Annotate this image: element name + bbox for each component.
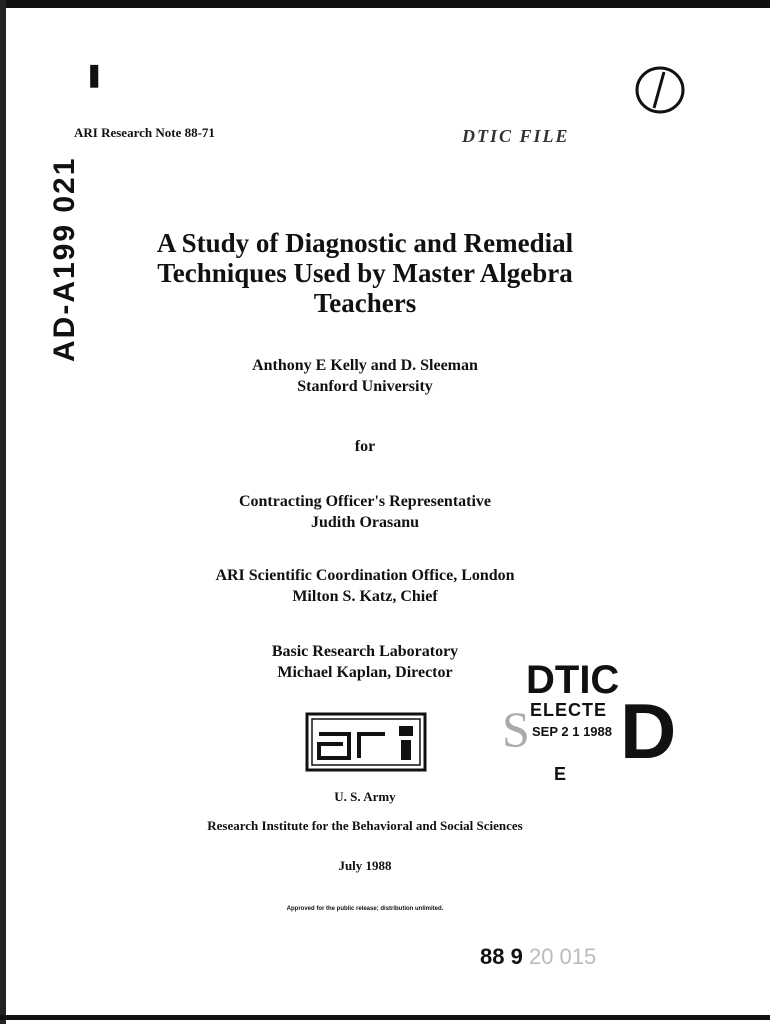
scan-border-left bbox=[0, 0, 6, 1024]
electe-date: SEP 2 1 1988 bbox=[532, 724, 612, 739]
ari-logo bbox=[305, 712, 427, 772]
army-label: U. S. Army bbox=[334, 789, 396, 804]
institute-name: Research Institute for the Behavioral and Social Sciences bbox=[207, 818, 523, 833]
dtic-letters: DTIC bbox=[526, 658, 620, 702]
laboratory-director: Michael Kaplan, Director bbox=[277, 664, 453, 681]
stamp-s-mark: S bbox=[502, 701, 530, 757]
file-copy-stamp: DTIC FILE bbox=[462, 126, 570, 146]
for-label: for bbox=[354, 438, 376, 455]
representative-role: Contracting Officer's Representative bbox=[238, 493, 492, 510]
office-block bbox=[120, 565, 610, 607]
ad-accession-number: AD-A199 021 bbox=[48, 156, 81, 362]
distribution-statement: Approved for the public release; distribution unlimited. bbox=[286, 906, 444, 912]
representative-block bbox=[120, 491, 610, 533]
scan-border-top bbox=[0, 0, 770, 8]
title-line: A Study of Diagnostic and Remedial bbox=[156, 228, 574, 258]
grade-letter: D bbox=[620, 687, 677, 775]
document-number bbox=[480, 944, 596, 970]
author-affiliation: Stanford University bbox=[297, 378, 433, 395]
stamp-e-mark: E bbox=[554, 764, 567, 784]
document-number-main: 88 9 bbox=[480, 944, 523, 969]
title-line: Techniques Used by Master Algebra bbox=[157, 258, 573, 288]
office-name: ARI Scientific Coordination Office, London bbox=[215, 567, 515, 584]
office-chief: Milton S. Katz, Chief bbox=[292, 588, 438, 605]
dtic-stamp bbox=[496, 658, 677, 790]
title-line: Teachers bbox=[313, 288, 417, 318]
scan-border-bottom bbox=[0, 1015, 770, 1020]
representative-name: Judith Orasanu bbox=[310, 514, 420, 531]
laboratory-name: Basic Research Laboratory bbox=[271, 643, 459, 660]
research-note-id: ARI Research Note 88-71 bbox=[74, 125, 215, 140]
publication-date: July 1988 bbox=[338, 858, 392, 873]
circled-one-mark bbox=[634, 64, 686, 116]
document-number-faded: 20 015 bbox=[528, 944, 597, 969]
author-names: Anthony E Kelly and D. Sleeman bbox=[252, 357, 478, 374]
authors-block bbox=[120, 355, 610, 397]
document-title bbox=[130, 228, 600, 318]
electe-label: ELECTE bbox=[530, 700, 608, 720]
scan-mark: ❚ bbox=[85, 62, 104, 87]
